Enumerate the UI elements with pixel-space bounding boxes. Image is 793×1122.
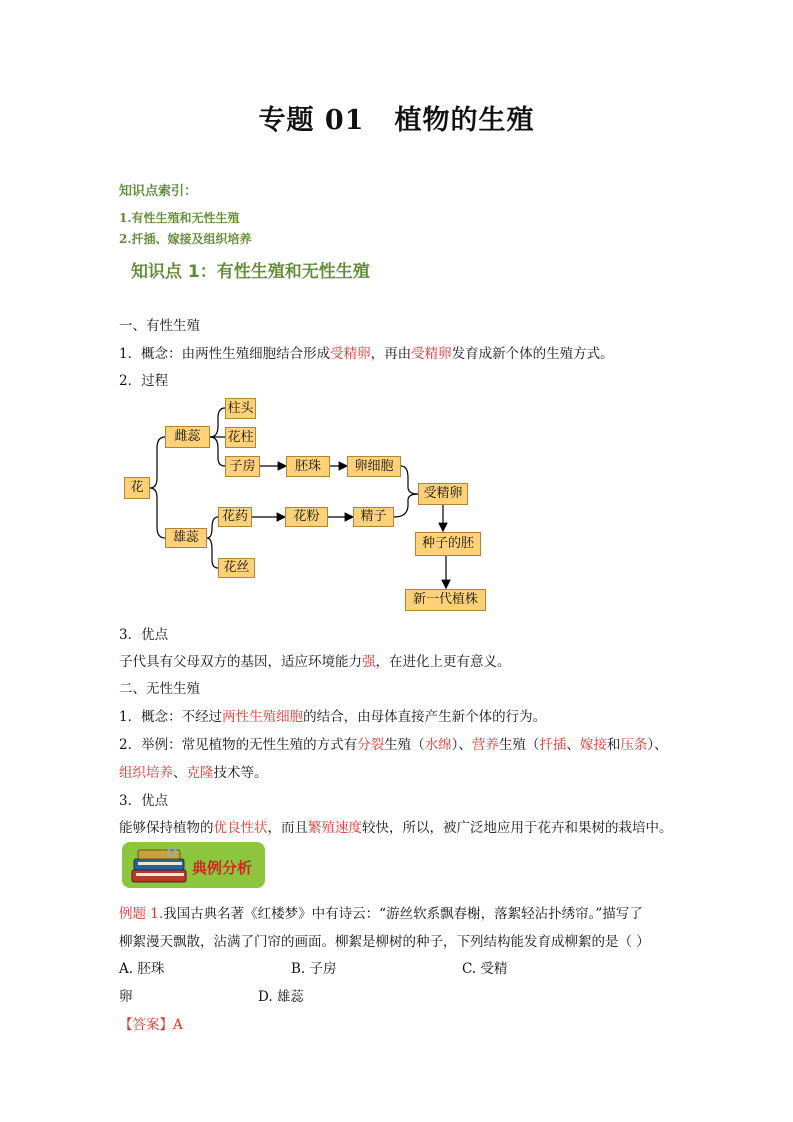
- example-text: 和: [606, 737, 621, 753]
- badge-label: 典例分析: [192, 859, 253, 877]
- answer-line: [119, 1013, 183, 1033]
- answer-value: A: [173, 1017, 183, 1033]
- knowledge-point-heading: 知识点 1：有性生殖和无性生殖: [131, 262, 370, 282]
- box-zygote: 受精卵: [418, 483, 468, 505]
- box-pollen: 花粉: [285, 507, 328, 527]
- section2-example-line1: [119, 733, 668, 753]
- example-highlight: 营养: [471, 737, 499, 753]
- concept-highlight: 两性生殖细胞: [222, 709, 304, 725]
- option-c: C. 受精: [462, 961, 508, 977]
- section2-example-line2: [119, 761, 268, 781]
- index-item-2: 2.扦插、嫁接及组织培养: [119, 232, 252, 246]
- section1-advantage-label: 3．优点: [119, 627, 169, 643]
- box-ovule: 胚珠: [286, 456, 330, 477]
- section2-advantage: [119, 816, 673, 836]
- index-item-1: 1.有性生殖和无性生殖: [119, 211, 240, 225]
- box-flower: 花: [124, 477, 150, 499]
- option-b: B. 子房: [291, 961, 337, 977]
- advantage-highlight: 繁殖速度: [308, 820, 362, 836]
- concept-highlight: 受精卵: [330, 346, 371, 362]
- advantage-highlight: 优良性状: [213, 820, 268, 836]
- box-seed-embryo: 种子的胚: [415, 532, 481, 556]
- box-sperm: 精子: [353, 507, 394, 527]
- example-text: 、: [566, 737, 580, 753]
- box-stamen: 雄蕊: [165, 528, 207, 548]
- example-highlight: 压条: [620, 737, 648, 753]
- example-text: ）、: [647, 737, 668, 753]
- advantage-highlight: 强: [362, 654, 376, 670]
- option-c-continued: 卵: [119, 989, 133, 1005]
- box-ovary: 子房: [225, 456, 260, 477]
- concept-text: 的结合，由母体直接产生新个体的行为。: [303, 709, 547, 725]
- title-part1: 专题 01: [258, 105, 365, 136]
- box-new-plant: 新一代植株: [405, 589, 486, 611]
- box-egg-cell: 卵细胞: [347, 456, 401, 477]
- example-text: 、: [173, 765, 187, 781]
- concept-text: 1．概念：由两性生殖细胞结合形成: [119, 346, 331, 362]
- section2-concept: [119, 705, 546, 725]
- section1-heading: 一、有性生殖: [119, 318, 200, 334]
- advantage-text: 较快，所以，被广泛地应用于花卉和果树的栽培中。: [362, 820, 673, 836]
- box-style: 花柱: [225, 427, 256, 448]
- answer-label: 【答案】: [119, 1017, 173, 1033]
- example1-line2: 柳絮漫天飘散，沾满了门帘的画面。柳絮是柳树的种子，下列结构能发育成柳絮的是（ ）: [119, 934, 650, 950]
- box-stigma: 柱头: [225, 398, 256, 419]
- box-pistil: 雌蕊: [165, 426, 210, 448]
- example-highlight: 水绵: [424, 737, 452, 753]
- example-highlight: 嫁接: [579, 737, 607, 753]
- process-label: 2．过程: [119, 373, 169, 389]
- section1-advantage: [119, 650, 511, 670]
- option-a: A. 胚珠: [119, 961, 165, 977]
- concept-text: ，再由: [370, 346, 412, 362]
- section2-advantage-label: 3．优点: [119, 793, 169, 809]
- example-highlight: 组织培养: [119, 765, 173, 781]
- box-anther: 花药: [218, 507, 252, 527]
- example-text: 技术等。: [213, 765, 268, 781]
- example-text: 生殖（: [498, 737, 540, 753]
- box-filament: 花丝: [218, 558, 255, 578]
- example-text: ）、: [451, 737, 472, 753]
- books-icon: [128, 846, 190, 886]
- example-text: 生殖（: [384, 737, 425, 753]
- option-d: D. 雄蕊: [258, 989, 304, 1005]
- index-heading: 知识点索引：: [119, 184, 198, 199]
- example-text: 2．举例：常见植物的无性生殖的方式有: [119, 737, 358, 753]
- example1-line1: [119, 902, 643, 922]
- advantage-text: ，而且: [267, 820, 308, 836]
- advantage-text: 能够保持植物的: [119, 820, 214, 836]
- advantage-text: 子代具有父母双方的基因，适应环境能力: [119, 654, 362, 670]
- example-highlight: 扦插: [539, 737, 567, 753]
- concept-text: 1．概念：不经过: [119, 709, 223, 725]
- example1-label: 例题 1.: [119, 906, 164, 922]
- advantage-text: ，在进化上更有意义。: [375, 654, 511, 670]
- concept-highlight: 受精卵: [411, 346, 452, 362]
- title-part2: 植物的生殖: [394, 105, 535, 136]
- example1-text: 我国古典名著《红楼梦》中有诗云：“游丝软系飘春榭，落絮轻沾扑绣帘。”描写了: [163, 906, 643, 922]
- example-highlight: 分裂: [357, 737, 385, 753]
- example-highlight: 克隆: [186, 765, 214, 781]
- section2-heading: 二、无性生殖: [119, 681, 200, 697]
- concept-text: 发育成新个体的生殖方式。: [451, 346, 614, 362]
